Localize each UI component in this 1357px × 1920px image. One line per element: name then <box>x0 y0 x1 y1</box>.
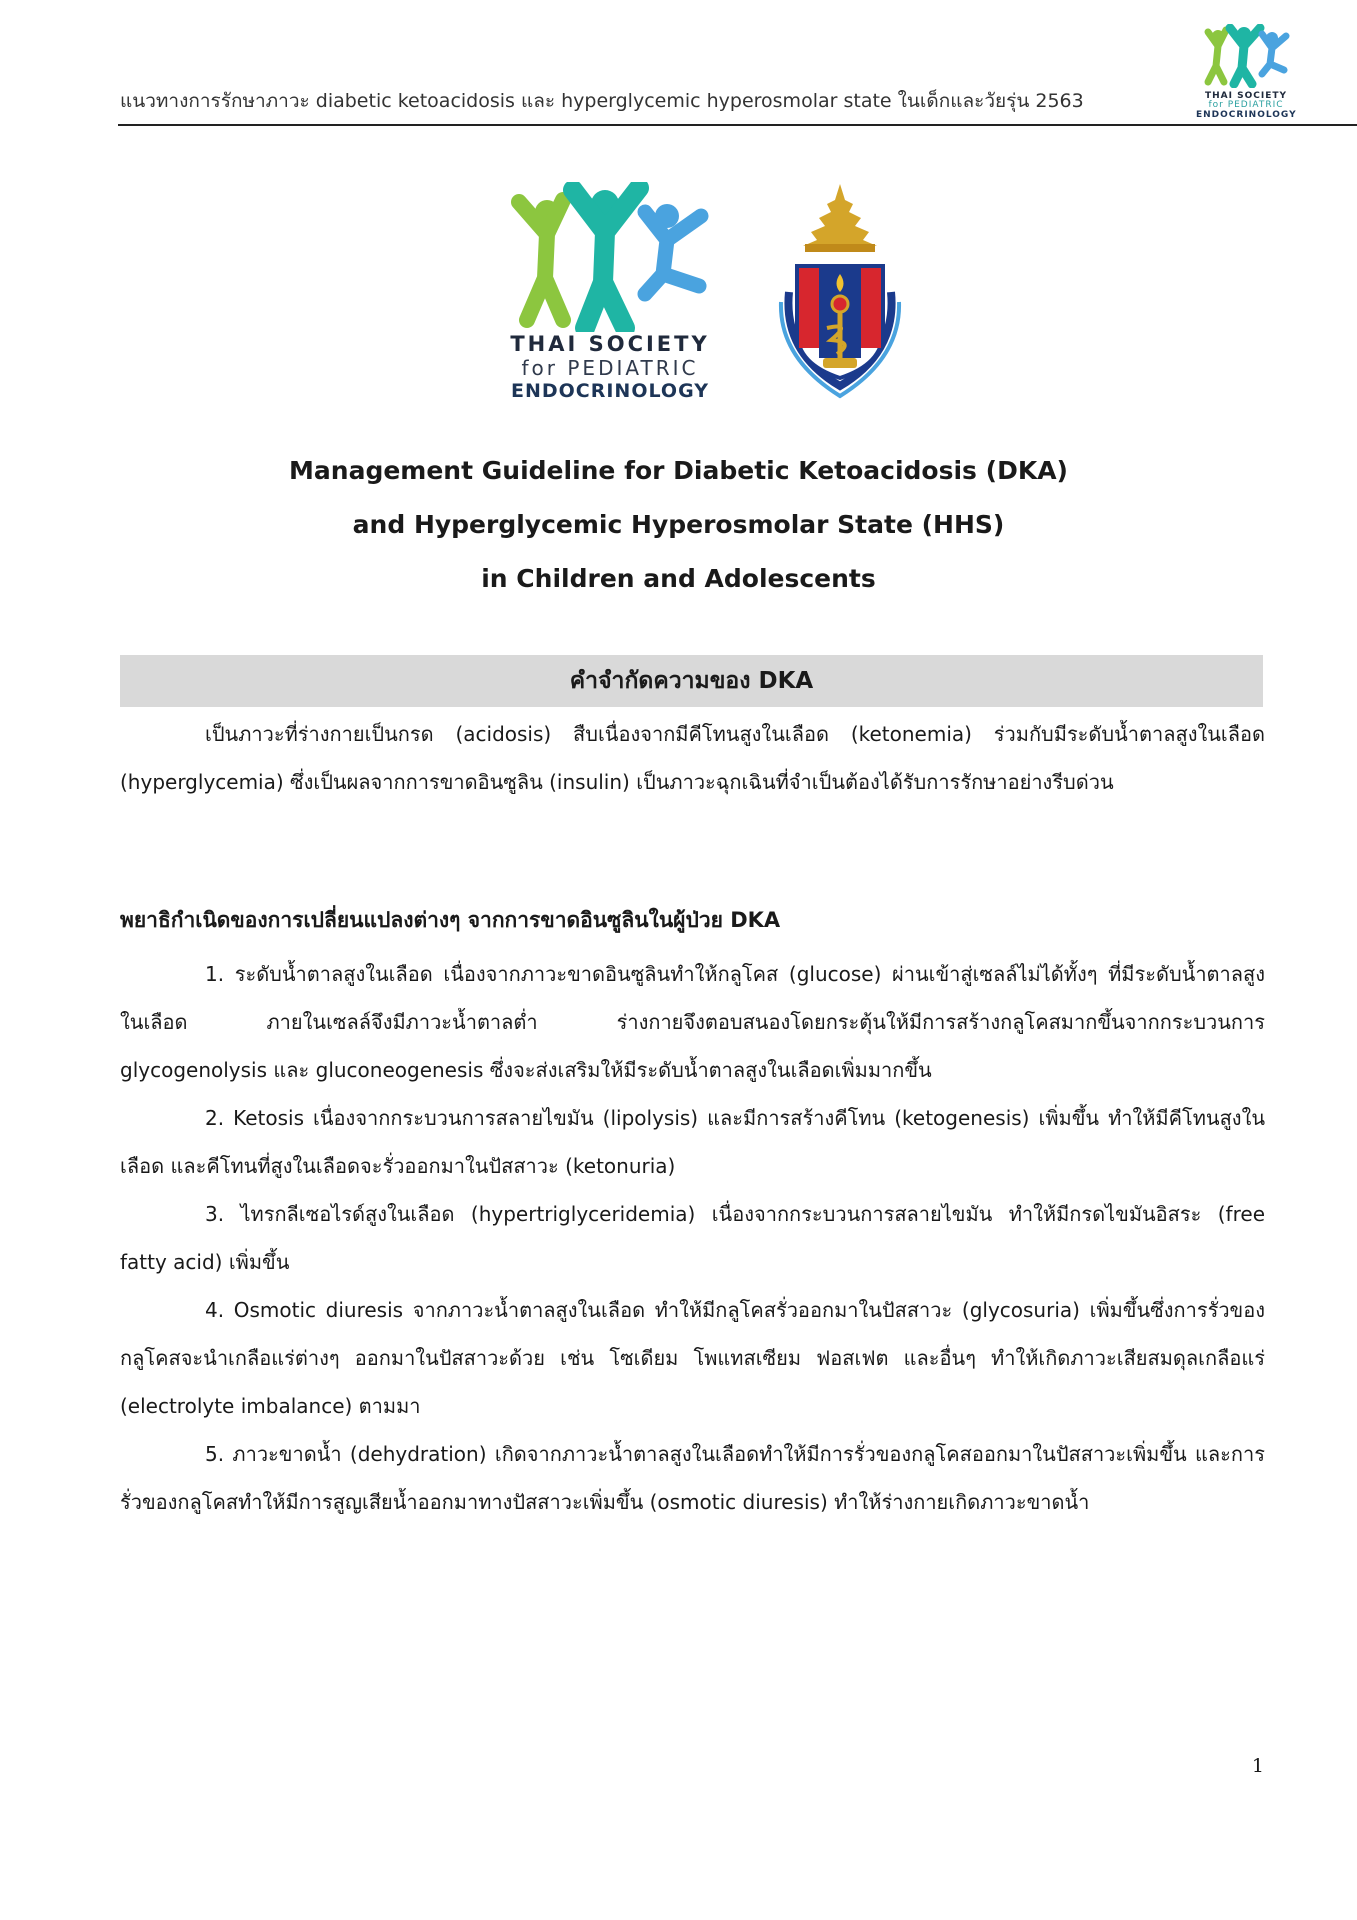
running-header: แนวทางการรักษาภาวะ diabetic ketoacidosis และ hyperglycemic hyperosmolar state ในเด็กและวัยรุ่น 2563 <box>120 90 1084 112</box>
header-society-logo <box>1196 24 1296 128</box>
society-name-line3: ENDOCRINOLOGY <box>510 380 710 402</box>
document-title-line2: and Hyperglycemic Hyperosmolar State (HHS) <box>352 510 1005 539</box>
header-divider <box>118 124 1357 126</box>
pathophysiology-item-5: 5. ภาวะขาดน้ำ (dehydration) เกิดจากภาวะน้ำตาลสูงในเลือดทำให้มีการรั่วของกลูโคสออกมาในปัสสาวะเพิ่มขึ้น และการรั่วของกลูโคสทำให้มีการสูญเสียน้ำออกมาทางปัสสาวะเพิ่มขึ้น (osmotic diuresis) ทำให้ร่างกายเกิดภาวะขาดน้ำ <box>120 1442 1265 1514</box>
society-name-line1: THAI SOCIETY <box>510 332 710 356</box>
small-logo-line3: ENDOCRINOLOGY <box>1196 109 1297 120</box>
jumping-children-large-icon <box>505 182 715 332</box>
pathophysiology-item-3: 3. ไทรกลีเซอไรด์สูงในเลือด (hypertriglyceridemia) เนื่องจากกระบวนการสลายไขมัน ทำให้มีกรดไขมันอิสระ (free fatty acid) เพิ่มขึ้น <box>120 1202 1265 1274</box>
small-logo-line2: for PEDIATRIC <box>1208 100 1284 111</box>
pathophysiology-item-1: 1. ระดับน้ำตาลสูงในเลือด เนื่องจากภาวะขาดอินซูลินทำให้กลูโคส (glucose) ผ่านเข้าสู่เซลล์ไม่ได้ทั้งๆ ที่มีระดับน้ำตาลสูงในเลือด ภายในเซลล์จึงมีภาวะน้ำตาลต่ำ ร่างกายจึงตอบสนองโดยกระตุ้นให้มีการสร้างกลูโคสมากขึ้นจากกระบวนการ glycogenolysis และ gluconeogenesis ซึ่งจะส่งเสริมให้มีระดับน้ำตาลสูงในเลือดเพิ่มมากขึ้น <box>120 962 1265 1082</box>
small-logo-line1: THAI SOCIETY <box>1204 91 1287 101</box>
page-number: 1 <box>1251 1755 1264 1777</box>
definition-paragraph: เป็นภาวะที่ร่างกายเป็นกรด (acidosis) สืบเนื่องจากมีคีโทนสูงในเลือด (ketonemia) ร่วมกับมีระดับน้ำตาลสูงในเลือด (hyperglycemia) ซึ่งเป็นผลจากการขาดอินซูลิน (insulin) เป็นภาวะฉุกเฉินที่จำเป็นต้องได้รับการรักษาอย่างรีบด่วน <box>120 722 1265 794</box>
society-name-line2: for PEDIATRIC <box>521 356 699 380</box>
pathophysiology-item-2: 2. Ketosis เนื่องจากกระบวนการสลายไขมัน (lipolysis) และมีการสร้างคีโทน (ketogenesis) เพิ่มขึ้น ทำให้มีคีโทนสูงในเลือด และคีโทนที่สูงในเลือดจะรั่วออกมาในปัสสาวะ (ketonuria) <box>120 1106 1265 1178</box>
society-logo <box>505 182 715 402</box>
pathophysiology-item-4: 4. Osmotic diuresis จากภาวะน้ำตาลสูงในเลือด ทำให้มีกลูโคสรั่วออกมาในปัสสาวะ (glycosuria) เพิ่มขึ้นซึ่งการรั่วของกลูโคสจะนำเกลือแร่ต่างๆ ออกมาในปัสสาวะด้วย เช่น โซเดียม โพแทสเซียม ฟอสเฟต และอื่นๆ ทำให้เกิดภาวะเสียสมดุลเกลือแร่ (electrolyte imbalance) ตามมา <box>120 1298 1265 1418</box>
royal-college-seal <box>775 182 905 402</box>
document-title-line1: Management Guideline for Diabetic Ketoacidosis (DKA) <box>289 456 1068 485</box>
jumping-children-icon <box>1196 24 1296 88</box>
document-title-line3: in Children and Adolescents <box>481 564 876 593</box>
pathophysiology-heading: พยาธิกำเนิดของการเปลี่ยนแปลงต่างๆ จากการขาดอินซูลินในผู้ป่วย DKA <box>120 908 781 932</box>
definition-heading: คำจำกัดความของ DKA <box>569 668 814 694</box>
definition-heading-bar <box>120 655 1263 707</box>
seal-emblem-icon <box>775 182 905 402</box>
